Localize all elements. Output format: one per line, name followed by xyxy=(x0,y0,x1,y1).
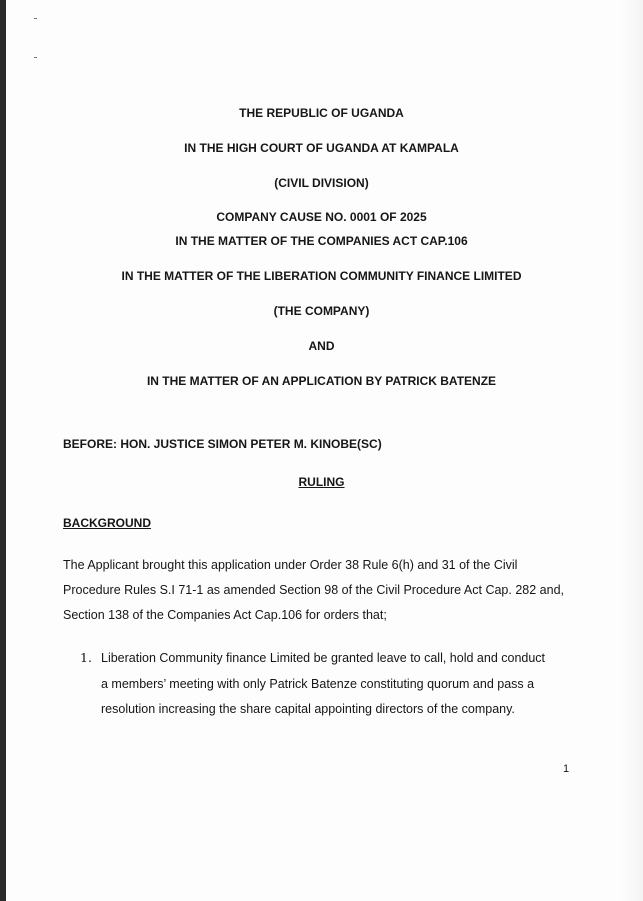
scan-edge xyxy=(0,0,6,901)
heading-cause-number: COMPANY CAUSE NO. 0001 OF 2025 xyxy=(216,210,427,224)
heading-court: IN THE HIGH COURT OF UGANDA AT KAMPALA xyxy=(184,141,459,155)
scan-mark xyxy=(34,18,37,19)
order-line: a members’ meeting with only Patrick Batenze constituting quorum and pass a xyxy=(101,677,535,691)
scan-mark xyxy=(34,57,37,58)
order-line: resolution increasing the share capital appointing directors of the company. xyxy=(101,702,515,716)
heading-republic: THE REPUBLIC OF UGANDA xyxy=(239,106,404,120)
heading-matter-application: IN THE MATTER OF AN APPLICATION BY PATRICK BATENZE xyxy=(146,374,497,388)
page-number: 1 xyxy=(563,763,570,775)
before-judge: BEFORE: HON. JUSTICE SIMON PETER M. KINOBE(SC) xyxy=(63,437,382,451)
heading-the-company: (THE COMPANY) xyxy=(273,304,370,318)
order-line: Liberation Community finance Limited be granted leave to call, hold and conduct xyxy=(101,651,546,665)
heading-matter-company: IN THE MATTER OF THE LIBERATION COMMUNITY FINANCE LIMITED xyxy=(121,269,522,283)
background-line: The Applicant brought this application under Order 38 Rule 6(h) and 31 of the Civil xyxy=(63,558,518,572)
heading-division: (CIVIL DIVISION) xyxy=(274,176,369,190)
heading-matter-act: IN THE MATTER OF THE COMPANIES ACT CAP.106 xyxy=(175,234,468,248)
order-number: 1. xyxy=(80,650,92,665)
background-line: Section 138 of the Companies Act Cap.106 for orders that; xyxy=(63,608,387,622)
background-title: BACKGROUND xyxy=(63,516,151,530)
ruling-title: RULING xyxy=(298,475,345,489)
page-shadow xyxy=(621,0,643,901)
heading-and: AND xyxy=(308,339,335,353)
background-line: Procedure Rules S.I 71-1 as amended Section 98 of the Civil Procedure Act Cap. 282 and, xyxy=(63,583,564,597)
